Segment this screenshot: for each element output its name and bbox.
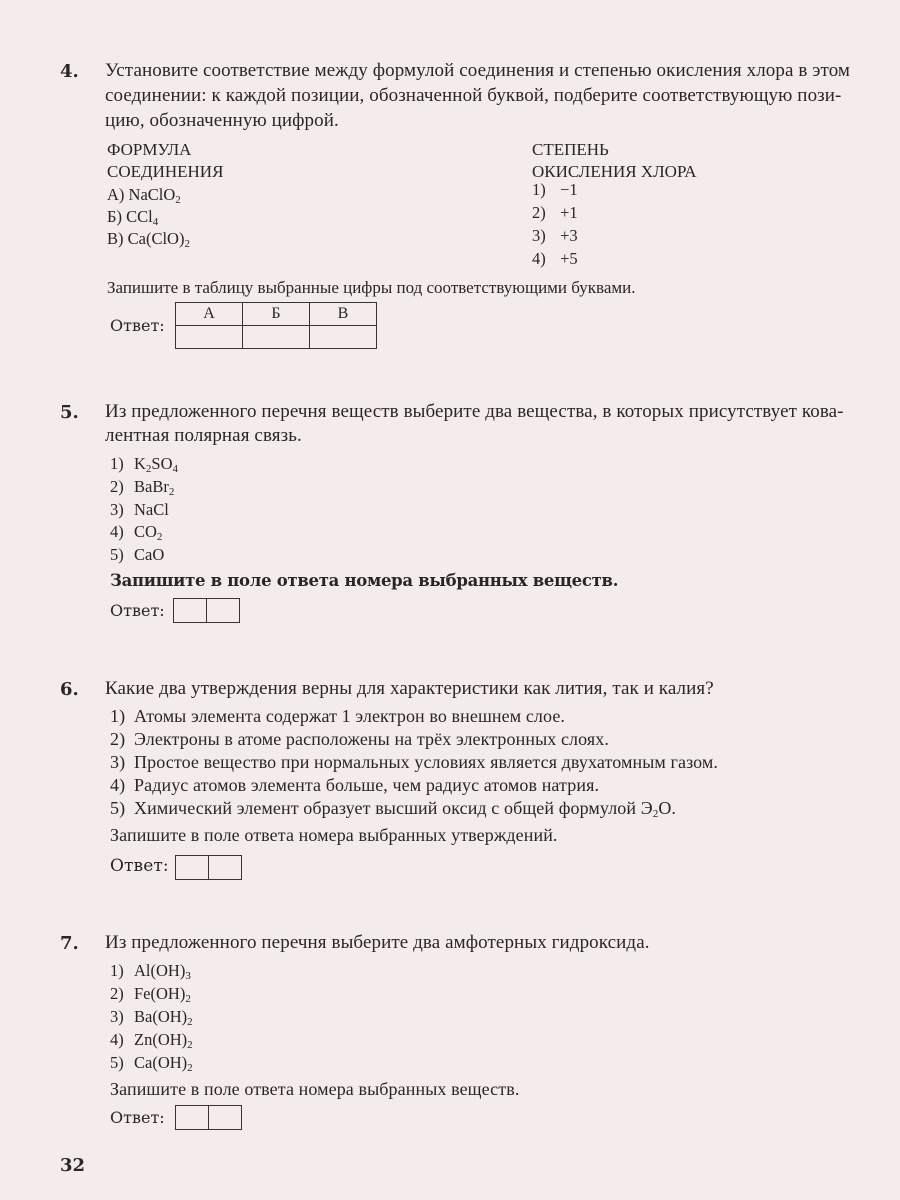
answer-label: Ответ: <box>110 1108 165 1127</box>
item-text: Радиус атомов элемента больше, чем радиус атомов натрия. <box>134 775 600 795</box>
answer-label: Ответ: <box>110 316 165 335</box>
list-item <box>110 500 169 520</box>
question-text-line: Установите соответствие между формулой соединения и степенью окисления хлора в этом <box>105 60 851 81</box>
list-item <box>110 1030 193 1050</box>
item-label: 3) <box>110 500 124 519</box>
question-number: 4. <box>60 61 79 82</box>
item-label: 3) <box>110 752 126 772</box>
item-value: +3 <box>560 226 578 245</box>
item-formula: Zn(OH) <box>134 1030 188 1049</box>
question-text-line: Из предложенного перечня выберите два амфотерных гидроксида. <box>105 932 650 953</box>
instruction-text: Запишите в поле ответа номера выбранных веществ. <box>110 571 619 590</box>
item-subscript: 2 <box>185 993 191 1005</box>
item-formula: NaClO <box>128 185 176 204</box>
left-column-header: СОЕДИНЕНИЯ <box>107 162 224 181</box>
formula-item-b <box>107 207 158 227</box>
item-label: 2) <box>110 477 124 496</box>
question-text-line: Из предложенного перечня веществ выберите два вещества, в которых присутствует кова- <box>105 401 844 422</box>
answer-box[interactable] <box>175 1105 242 1130</box>
answer-cell-v[interactable] <box>310 326 377 349</box>
item-subscript: 2 <box>156 531 163 543</box>
item-label: 4) <box>110 1030 124 1049</box>
item-subscript: 2 <box>187 1016 193 1028</box>
item-label: 5) <box>110 1053 124 1072</box>
item-formula: Fe(OH) <box>134 984 186 1003</box>
item-label: 2) <box>110 729 126 749</box>
oxidation-item-1 <box>532 180 578 200</box>
item-value: +1 <box>560 203 578 222</box>
item-label: В) <box>107 229 124 248</box>
table-header-a: А <box>176 303 243 326</box>
item-label: 4) <box>110 522 124 541</box>
formula-part: CO <box>134 522 157 541</box>
item-label: 1) <box>110 961 124 980</box>
oxidation-item-3 <box>532 226 578 246</box>
list-item <box>110 1007 193 1027</box>
item-subscript: 2 <box>652 808 659 820</box>
oxidation-item-4 <box>532 249 578 269</box>
list-item <box>110 984 191 1004</box>
item-text: О. <box>658 798 677 818</box>
list-item <box>110 798 676 819</box>
answer-label: Ответ: <box>110 856 169 876</box>
item-label: 5) <box>110 798 126 818</box>
formula-part: SO <box>151 454 173 473</box>
item-subscript: 4 <box>152 216 159 228</box>
item-label: 3) <box>532 226 546 245</box>
item-subscript: 2 <box>184 238 190 250</box>
oxidation-item-2 <box>532 203 578 223</box>
list-item <box>110 775 599 796</box>
answer-cell[interactable] <box>206 599 239 622</box>
question-text-line: Какие два утверждения верны для характеристики как лития, так и калия? <box>105 678 714 699</box>
answer-box[interactable] <box>173 598 240 623</box>
item-label: 5) <box>110 545 124 564</box>
instruction-text: Запишите в поле ответа номера выбранных веществ. <box>110 1079 520 1099</box>
answer-cell-b[interactable] <box>243 326 310 349</box>
formula-item-v <box>107 229 190 249</box>
question-text-line: соединении: к каждой позиции, обозначенной буквой, подберите соответствующую пози- <box>105 85 842 106</box>
answer-cell[interactable] <box>174 599 206 622</box>
formula-part: K <box>134 454 146 473</box>
item-label: 2) <box>110 984 124 1003</box>
item-formula: CCl <box>126 207 153 226</box>
list-item <box>110 729 609 750</box>
item-value: −1 <box>560 180 578 199</box>
list-item <box>110 1053 193 1073</box>
list-item <box>110 522 162 542</box>
item-formula: Ca(ClO) <box>127 229 185 248</box>
question-text-line: цию, обозначенную цифрой. <box>105 110 339 131</box>
answer-cell-a[interactable] <box>176 326 243 349</box>
question-number: 7. <box>60 933 79 954</box>
item-text: Электроны в атоме расположены на трёх электронных слоях. <box>134 729 609 749</box>
list-item <box>110 545 164 565</box>
item-subscript: 4 <box>172 463 179 475</box>
item-label: 1) <box>110 454 124 473</box>
item-text: Химический элемент образует высший оксид с общей формулой Э <box>134 798 653 818</box>
item-subscript: 2 <box>187 1062 193 1074</box>
right-column-header: СТЕПЕНЬ <box>532 140 609 159</box>
question-text-line: лентная полярная связь. <box>105 425 302 446</box>
formula-part: NaCl <box>134 500 169 519</box>
item-formula: Al(OH) <box>134 961 186 980</box>
item-subscript: 2 <box>175 194 181 206</box>
answer-table <box>175 302 377 349</box>
list-item <box>110 454 178 474</box>
item-subscript: 3 <box>185 970 191 982</box>
item-formula: Ba(OH) <box>134 1007 188 1026</box>
item-text: Простое вещество при нормальных условиях является двухатомным газом. <box>134 752 719 772</box>
formula-part: BaBr <box>134 477 169 496</box>
item-text: Атомы элемента содержат 1 электрон во внешнем слое. <box>134 706 566 726</box>
item-label: 4) <box>532 249 546 268</box>
answer-cell[interactable] <box>176 1106 208 1129</box>
item-label: 1) <box>110 706 126 726</box>
answer-cell[interactable] <box>176 856 208 879</box>
answer-cell[interactable] <box>208 856 241 879</box>
item-formula: Ca(OH) <box>134 1053 188 1072</box>
item-label: 1) <box>532 180 546 199</box>
answer-cell[interactable] <box>208 1106 241 1129</box>
formula-part: CaO <box>134 545 165 564</box>
item-label: А) <box>107 185 125 204</box>
list-item <box>110 477 174 497</box>
list-item <box>110 706 565 727</box>
answer-label: Ответ: <box>110 601 165 620</box>
right-column-header: ОКИСЛЕНИЯ ХЛОРА <box>532 162 697 181</box>
table-header-v: В <box>310 303 377 326</box>
instruction-text: Запишите в поле ответа номера выбранных утверждений. <box>110 825 558 845</box>
item-subscript: 2 <box>168 486 175 498</box>
page-number: 32 <box>60 1155 86 1176</box>
table-header-b: Б <box>243 303 310 326</box>
item-label: Б) <box>107 207 122 226</box>
item-subscript: 2 <box>187 1039 193 1051</box>
question-number: 5. <box>60 402 79 423</box>
list-item <box>110 961 191 981</box>
question-number: 6. <box>60 679 79 700</box>
formula-item-a <box>107 185 181 205</box>
item-label: 2) <box>532 203 546 222</box>
item-label: 4) <box>110 775 126 795</box>
item-value: +5 <box>560 249 578 268</box>
list-item <box>110 752 718 773</box>
item-label: 3) <box>110 1007 124 1026</box>
item-subscript: 2 <box>145 463 152 475</box>
answer-box[interactable] <box>175 855 242 880</box>
instruction-text: Запишите в таблицу выбранные цифры под соответствующими буквами. <box>107 278 636 297</box>
left-column-header: ФОРМУЛА <box>107 140 192 159</box>
